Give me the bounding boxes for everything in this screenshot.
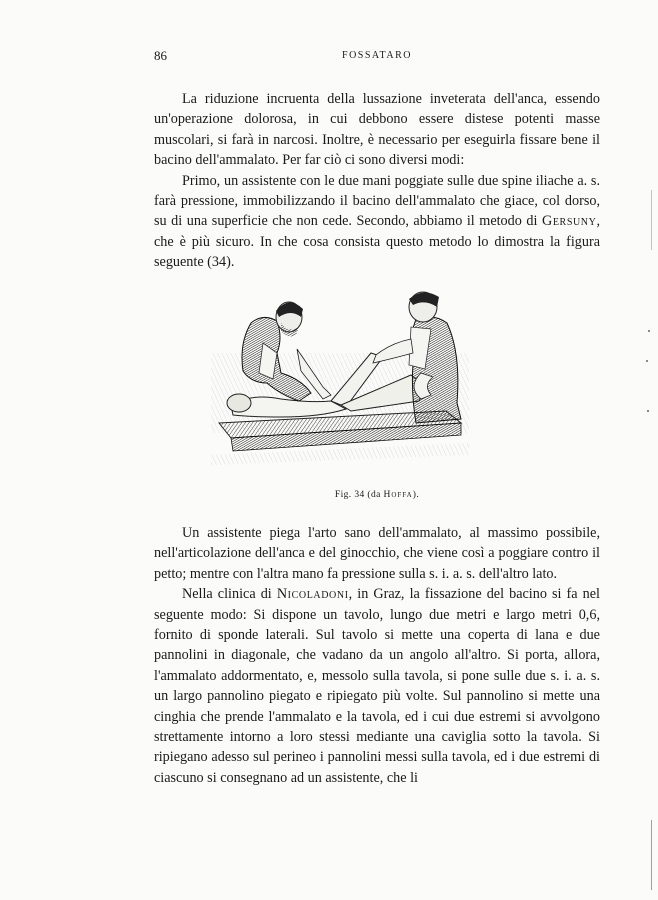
paragraph-intro: La riduzione incruenta della lussazione inveterata dell'anca, essendo un'operazione dolorosa, in cui debbono essere distese potenti masse muscolari, si farà in narcosi. Inoltre, è necessario per eseguirla fissare bene il bacino dell'ammalato. Per far ciò ci sono diversi modi: — [154, 91, 600, 169]
paragraph-methods — [154, 171, 600, 273]
paragraph-text: , in Graz, la fissazione del bacino si fa nel seguente modo: Si dispone un tavolo, lungo due metri e largo metri 0,6, fornito di sponde laterali. Sul tavolo si mette una coperta di lana e due pannolini in diagonale, che vadano da un angolo all'altro. Si porta, allora, l'ammalato addormentato, e, messolo sulla tavola, si pone sulle due s. i. a. s. un largo pannolino piegato e ripiegato più volte. Sul pannolino si mette una cinghia che prende l'ammalato e la tavola, ed i cui due estremi si avvolgono strettamente intorno a loro stessi mediante una caviglia sotto la tavola. Si ripiegano adesso sul perineo i pannolini messi sulla tavola, ed i due estremi di ciascuno si consegnano ad un assistente, che li — [154, 586, 600, 786]
paragraph-text: , che è più sicuro. In che cosa consista questo metodo lo dimostra la figura seguente (34). — [154, 213, 600, 271]
scan-speck — [648, 330, 650, 332]
paragraph-clinic — [154, 584, 600, 788]
caption-text: Fig. 34 (da — [334, 490, 384, 500]
figure-illustration — [211, 283, 469, 483]
caption-author: Hoffa — [383, 490, 413, 500]
scan-speck — [647, 410, 649, 412]
scan-edge-mark — [651, 820, 652, 890]
caption-text: ). — [412, 490, 420, 500]
engraving-illustration — [211, 283, 469, 483]
paragraph-text: Primo, un assistente con le due mani poggiate sulle due spine iliache a. s. farà pressione, immobilizzando il bacino dell'ammalato che giace, col dorso, su di una superficie che non cede. Secondo, abbiamo il metodo di — [154, 172, 600, 230]
author-name: Gersuny — [542, 213, 597, 230]
paragraph-assistant: Un assistente piega l'arto sano dell'ammalato, al massimo possibile, nell'articolazione dell'anca e del ginocchio, che viene così a poggiare contro il petto; mentre con l'altra mano fa pressione sulla s. i. a. s. dell'altro lato. — [154, 525, 600, 582]
page-number: 86 — [154, 48, 167, 63]
scan-edge-mark — [651, 190, 652, 250]
body-text-top — [154, 89, 600, 273]
page-header — [154, 48, 600, 68]
clinic-name: Nicoladoni — [276, 586, 349, 603]
running-title: FOSSATARO — [342, 50, 412, 61]
body-text-bottom — [154, 523, 600, 788]
paragraph-text: Nella clinica di — [182, 586, 277, 603]
figure-caption — [154, 490, 600, 500]
scan-speck — [646, 360, 648, 362]
